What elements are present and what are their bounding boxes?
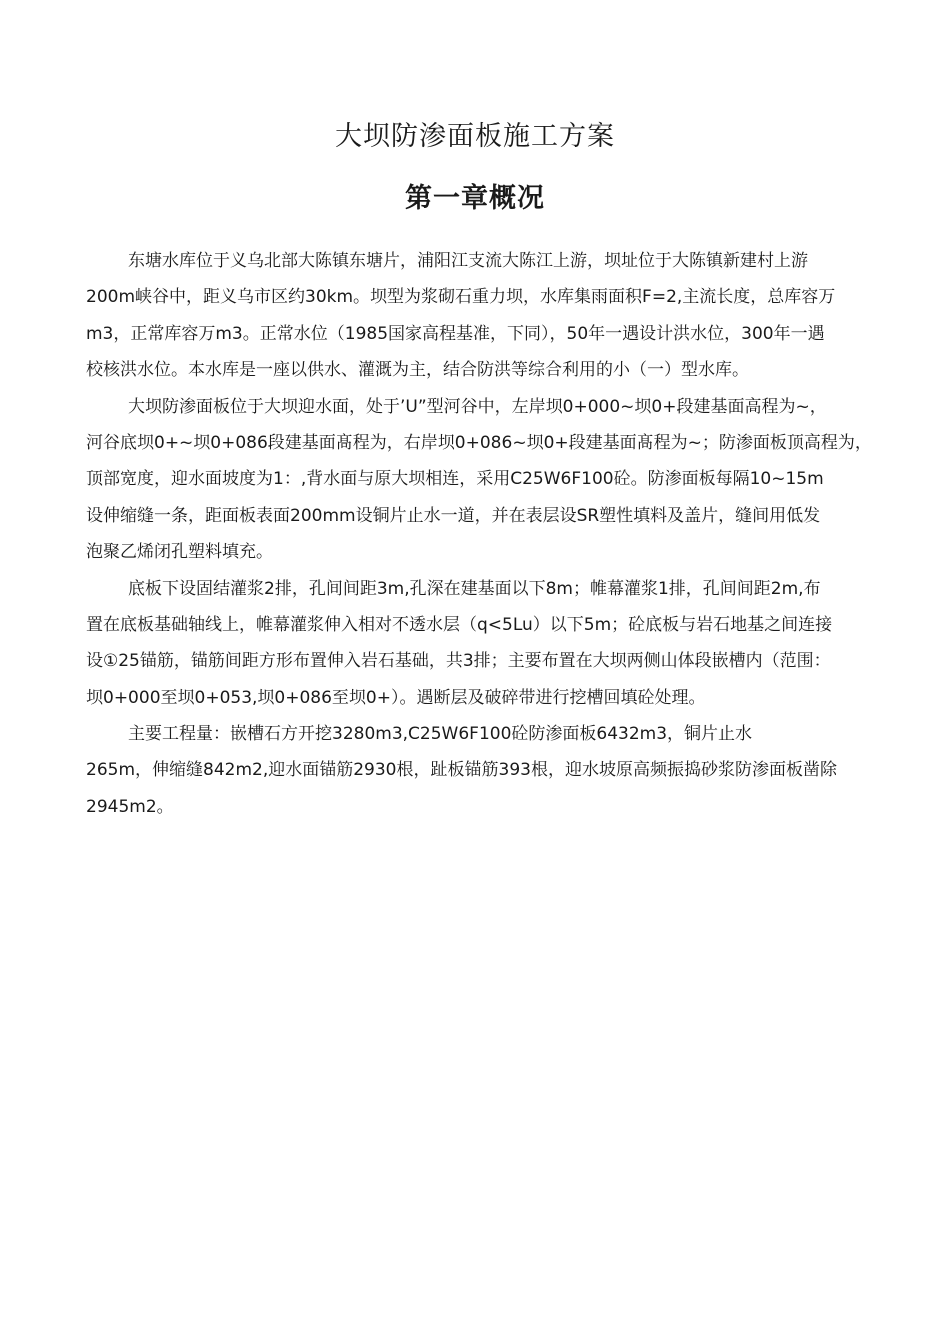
text-line: 泡聚乙烯闭孔塑料填充。 (86, 542, 273, 563)
document-body (86, 243, 886, 825)
text-line: 265m，伸缩缝842m2,迎水面锚筋2930根，趾板锚筋393根，迎水坡原高频振捣砂浆防渗面板凿除 (86, 760, 837, 781)
document-title: 大坝防渗面板施工方案 (335, 121, 615, 152)
chapter-heading: 第一章概况 (405, 183, 545, 214)
text-line: 置在底板基础轴线上，帷幕灌浆伸入相对不透水层（q<5Lu）以下5m；砼底板与岩石地基之间连接 (86, 614, 833, 635)
text-line: 底板下设固结灌浆2排，孔间间距3m,孔深在建基面以下8m；帷幕灌浆1排，孔间间距2m,布 (128, 578, 821, 599)
text-line: 东塘水库位于义乌北部大陈镇东塘片，浦阳江支流大陈江上游，坝址位于大陈镇新建村上游 (128, 251, 808, 271)
text-line: 主要工程量：嵌槽石方开挖3280m3,C25W6F100砼防渗面板6432m3，铜片止水 (128, 724, 753, 745)
text-line: 坝0+000至坝0+053,坝0+086至坝0+）。遇断层及破碎带进行挖槽回填砼处理。 (86, 687, 706, 708)
text-line: 设伸缩缝一条，距面板表面200mm设铜片止水一道，并在表层设SR塑性填料及盖片，缝间用低发 (86, 505, 821, 526)
text-line: 大坝防渗面板位于大坝迎水面，处于’U”型河谷中，左岸坝0+000~坝0+段建基面高程为~， (128, 396, 827, 417)
text-line: 河谷底坝0+~坝0+086段建基面髙程为，右岸坝0+086~坝0+段建基面髙程为~；防渗面板顶高程为， (86, 432, 872, 453)
text-line: 设①25锚筋，锚筋间距方形布置伸入岩石基础，共3排；主要布置在大坝两侧山体段嵌槽内（范围： (86, 651, 831, 672)
text-line: 顶部宽度，迎水面坡度为1：,背水面与原大坝相连，采用C25W6F100砼。防渗面板每隔10~15m (86, 469, 824, 490)
text-line: 2945m2。 (86, 796, 174, 817)
text-line: m3，正常库容万m3。正常水位（1985国家高程基准，下同），50年一遇设计洪水位，300年一遇 (86, 323, 825, 344)
text-line: 校核洪水位。本水库是一座以供水、灌溉为主，结合防洪等综合利用的小（一）型水库。 (86, 360, 749, 381)
text-line: 200m峡谷中，距义乌市区约30km。坝型为浆砌石重力坝，水库集雨面积F=2,主流长度，总库容万 (86, 287, 836, 308)
